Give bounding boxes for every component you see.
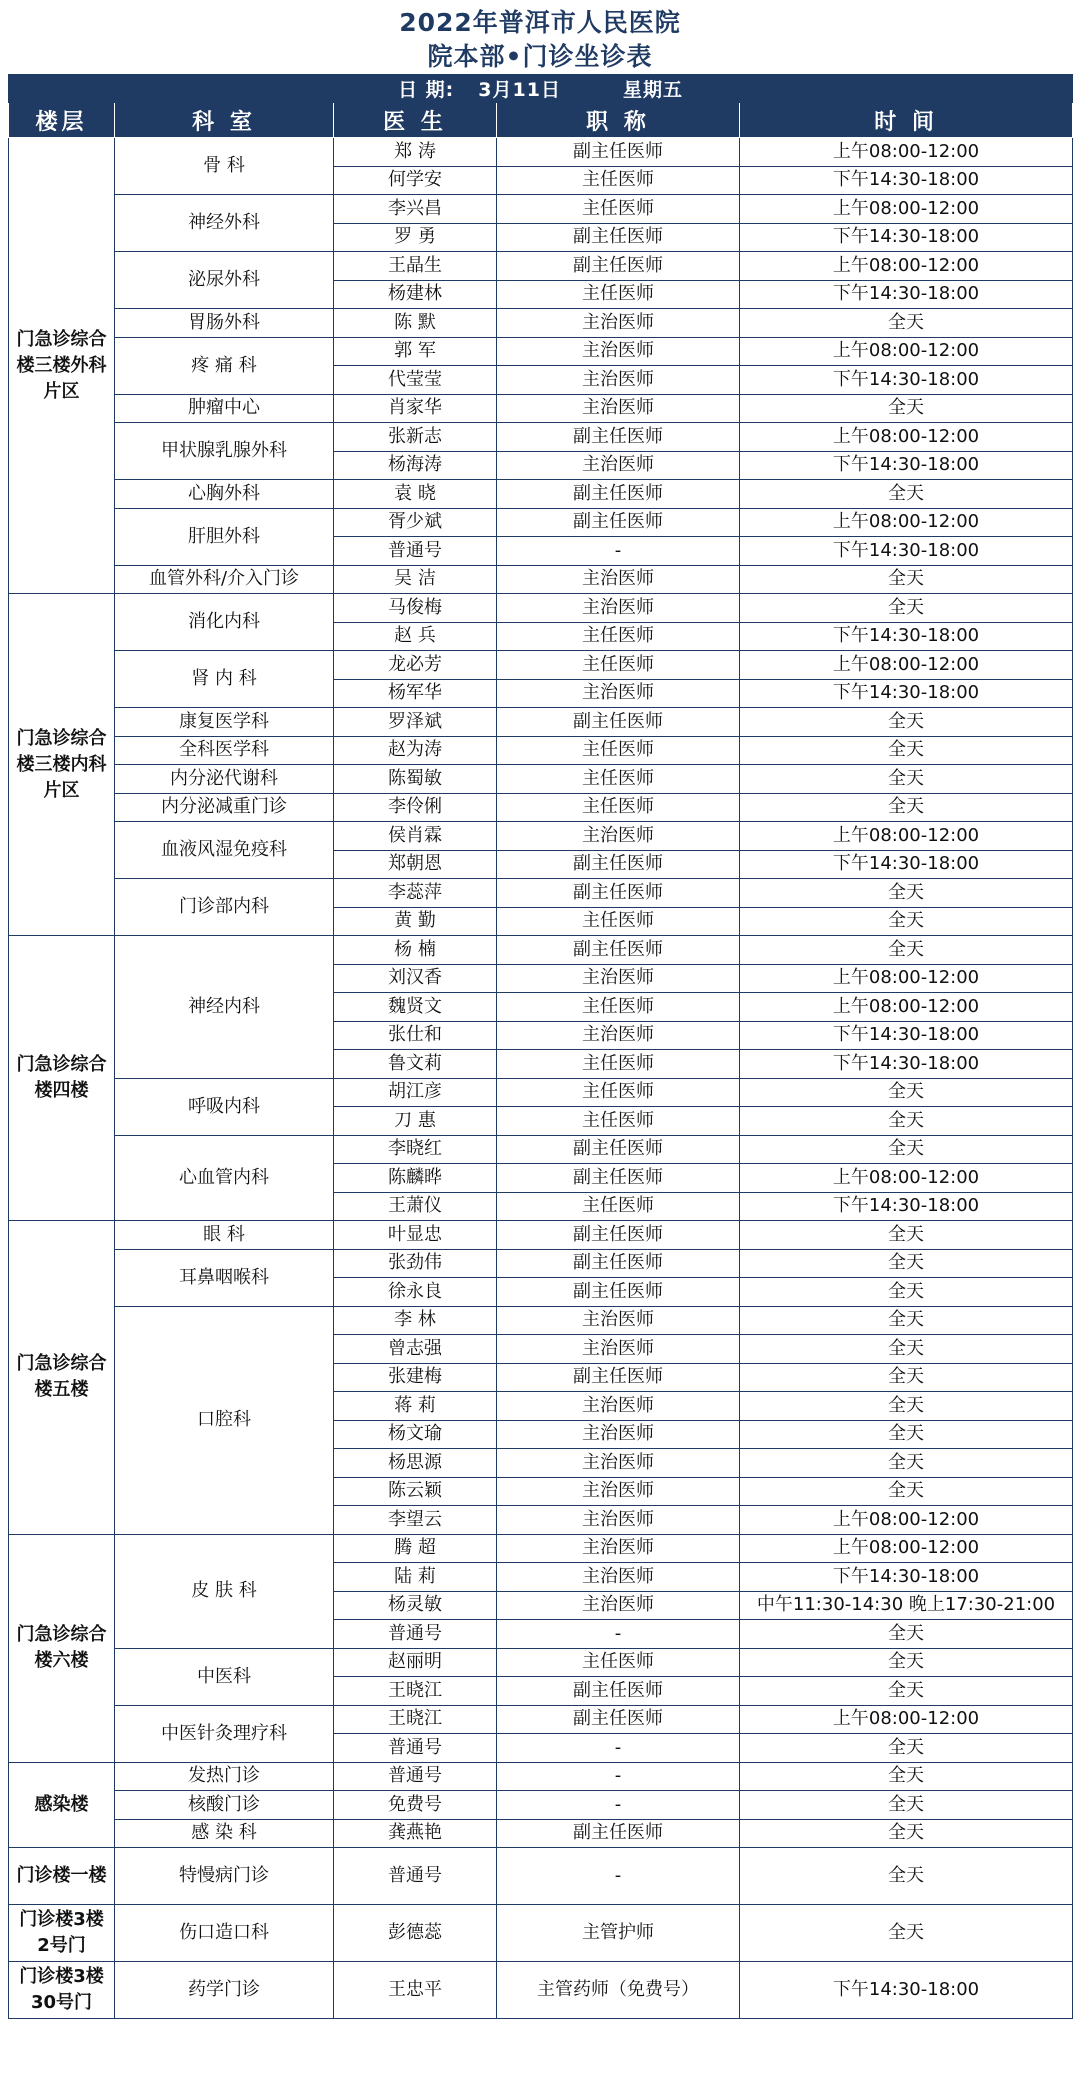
- title-cell: 主治医师: [497, 1591, 740, 1620]
- doctor-cell: 李 林: [334, 1306, 497, 1335]
- table-row: [9, 1306, 1073, 1335]
- floor-cell: [9, 1905, 115, 1962]
- doctor-cell: 杨建林: [334, 280, 497, 309]
- doctor-cell: 王萧仪: [334, 1192, 497, 1221]
- header-title: 职 称: [497, 103, 740, 138]
- title-cell: 主治医师: [497, 309, 740, 338]
- doctor-cell: 王晓江: [334, 1705, 497, 1734]
- doctor-cell: 黄 勤: [334, 907, 497, 936]
- floor-label: 感染楼: [34, 1793, 89, 1815]
- title-cell: 主治医师: [497, 1021, 740, 1050]
- table-row: [9, 1705, 1073, 1734]
- doctor-cell: 龚燕艳: [334, 1819, 497, 1848]
- department-cell: 血液风湿免疫科: [115, 822, 334, 879]
- time-cell: 全天: [740, 594, 1073, 623]
- doctor-cell: 郑朝恩: [334, 850, 497, 879]
- doctor-cell: 李蕊萍: [334, 879, 497, 908]
- time-cell: 全天: [740, 1135, 1073, 1164]
- title-cell: 主治医师: [497, 1506, 740, 1535]
- title-cell: 主管护师: [497, 1905, 740, 1962]
- doctor-cell: 吴 洁: [334, 565, 497, 594]
- table-row: [9, 765, 1073, 794]
- title-cell: 副主任医师: [497, 1677, 740, 1706]
- department-cell: 肝胆外科: [115, 508, 334, 565]
- title-cell: 主治医师: [497, 1392, 740, 1421]
- floor-label: 门急诊综合楼四楼: [16, 1054, 107, 1101]
- title-cell: 副主任医师: [497, 138, 740, 167]
- department-cell: 疼 痛 科: [115, 337, 334, 394]
- title-cell: 主任医师: [497, 765, 740, 794]
- time-cell: 全天: [740, 793, 1073, 822]
- time-cell: 上午08:00-12:00: [740, 252, 1073, 281]
- department-cell: 眼 科: [115, 1221, 334, 1250]
- title-cell: 主治医师: [497, 1449, 740, 1478]
- table-row: [9, 1762, 1073, 1791]
- department-cell: 心血管内科: [115, 1135, 334, 1221]
- department-cell: 中医针灸理疗科: [115, 1705, 334, 1762]
- time-cell: 全天: [740, 907, 1073, 936]
- time-cell: 全天: [740, 1306, 1073, 1335]
- table-row: [9, 1135, 1073, 1164]
- department-cell: 甲状腺乳腺外科: [115, 423, 334, 480]
- date-value: 3月11日: [478, 79, 561, 101]
- doctor-cell: 普通号: [334, 537, 497, 566]
- doctor-cell: 陈麟晔: [334, 1164, 497, 1193]
- table-row: [9, 1819, 1073, 1848]
- time-cell: 下午14:30-18:00: [740, 1021, 1073, 1050]
- floor-label: 门急诊综合楼三楼内科片区: [16, 727, 107, 801]
- table-row: [9, 1078, 1073, 1107]
- time-cell: 全天: [740, 309, 1073, 338]
- floor-label: 门诊楼一楼: [16, 1865, 107, 1886]
- doctor-cell: 龙必芳: [334, 651, 497, 680]
- doctor-cell: 袁 晓: [334, 480, 497, 509]
- doctor-cell: 何学安: [334, 166, 497, 195]
- doctor-cell: 赵 兵: [334, 622, 497, 651]
- title-cell: 主任医师: [497, 736, 740, 765]
- department-cell: 核酸门诊: [115, 1791, 334, 1820]
- doctor-cell: 李晓红: [334, 1135, 497, 1164]
- date-row: [9, 75, 1073, 103]
- doctor-cell: 杨 楠: [334, 936, 497, 965]
- department-cell: 口腔科: [115, 1306, 334, 1534]
- date-cell: [9, 75, 1073, 103]
- time-cell: 全天: [740, 1620, 1073, 1649]
- doctor-cell: 普通号: [334, 1848, 497, 1905]
- department-cell: 骨 科: [115, 138, 334, 195]
- title-cell: 主任医师: [497, 793, 740, 822]
- time-cell: 全天: [740, 1819, 1073, 1848]
- title-cell: 主治医师: [497, 337, 740, 366]
- title-cell: 副主任医师: [497, 1135, 740, 1164]
- time-cell: 全天: [740, 1363, 1073, 1392]
- time-cell: 全天: [740, 1278, 1073, 1307]
- title-cell: 副主任医师: [497, 1705, 740, 1734]
- department-cell: 门诊部内科: [115, 879, 334, 936]
- time-cell: 下午14:30-18:00: [740, 223, 1073, 252]
- date-label: 日 期:: [398, 79, 455, 101]
- time-cell: 上午08:00-12:00: [740, 195, 1073, 224]
- title-cell: 主任医师: [497, 1078, 740, 1107]
- table-row: [9, 394, 1073, 423]
- time-cell: 下午14:30-18:00: [740, 1962, 1073, 2019]
- title-cell: -: [497, 1762, 740, 1791]
- floor-cell: [9, 594, 115, 936]
- title-cell: 主治医师: [497, 1563, 740, 1592]
- title-cell: 副主任医师: [497, 879, 740, 908]
- title-cell: -: [497, 1734, 740, 1763]
- floor-cell: [9, 1534, 115, 1762]
- department-cell: 消化内科: [115, 594, 334, 651]
- floor-cell: [9, 1962, 115, 2019]
- doctor-cell: 腾 超: [334, 1534, 497, 1563]
- doctor-cell: 杨灵敏: [334, 1591, 497, 1620]
- title-cell: 主任医师: [497, 166, 740, 195]
- doctor-cell: 陈 默: [334, 309, 497, 338]
- table-row: [9, 423, 1073, 452]
- time-cell: 下午14:30-18:00: [740, 451, 1073, 480]
- title-cell: 主任医师: [497, 280, 740, 309]
- title-cell: 主任医师: [497, 195, 740, 224]
- doctor-cell: 郭 军: [334, 337, 497, 366]
- time-cell: 全天: [740, 1762, 1073, 1791]
- doctor-cell: 肖家华: [334, 394, 497, 423]
- header-department: 科 室: [115, 103, 334, 138]
- time-cell: 全天: [740, 936, 1073, 965]
- time-cell: 上午08:00-12:00: [740, 651, 1073, 680]
- title-cell: 主任医师: [497, 907, 740, 936]
- time-cell: 上午08:00-12:00: [740, 964, 1073, 993]
- doctor-cell: 张建梅: [334, 1363, 497, 1392]
- time-cell: 下午14:30-18:00: [740, 1192, 1073, 1221]
- table-row: [9, 337, 1073, 366]
- doctor-cell: 普通号: [334, 1620, 497, 1649]
- floor-cell: [9, 138, 115, 594]
- time-cell: 下午14:30-18:00: [740, 679, 1073, 708]
- table-row: [9, 651, 1073, 680]
- weekday: 星期五: [622, 79, 683, 101]
- floor-label: 门急诊综合楼六楼: [16, 1624, 107, 1671]
- department-cell: 中医科: [115, 1648, 334, 1705]
- title-cell: 副主任医师: [497, 508, 740, 537]
- time-cell: 下午14:30-18:00: [740, 366, 1073, 395]
- doctor-cell: 王晓江: [334, 1677, 497, 1706]
- title-cell: 主治医师: [497, 366, 740, 395]
- title-cell: 副主任医师: [497, 1249, 740, 1278]
- table-row: [9, 1905, 1073, 1962]
- title-cell: 主治医师: [497, 394, 740, 423]
- department-cell: 康复医学科: [115, 708, 334, 737]
- schedule-sheet: [8, 4, 1072, 2019]
- time-cell: 上午08:00-12:00: [740, 1506, 1073, 1535]
- doctor-cell: 普通号: [334, 1762, 497, 1791]
- table-row: [9, 1791, 1073, 1820]
- schedule-body: [9, 138, 1073, 2019]
- header-row: [9, 103, 1073, 138]
- time-cell: 全天: [740, 708, 1073, 737]
- title-cell: 主任医师: [497, 622, 740, 651]
- table-row: [9, 822, 1073, 851]
- table-row: [9, 1221, 1073, 1250]
- table-row: [9, 1962, 1073, 2019]
- doctor-cell: 张仕和: [334, 1021, 497, 1050]
- doctor-cell: 郑 涛: [334, 138, 497, 167]
- floor-cell: [9, 1848, 115, 1905]
- table-row: [9, 1249, 1073, 1278]
- header-time: 时 间: [740, 103, 1073, 138]
- department-cell: 呼吸内科: [115, 1078, 334, 1135]
- title-cell: 主管药师（免费号）: [497, 1962, 740, 2019]
- title-cell: 副主任医师: [497, 223, 740, 252]
- doctor-cell: 陈蜀敏: [334, 765, 497, 794]
- department-cell: 药学门诊: [115, 1962, 334, 2019]
- doctor-cell: 陆 莉: [334, 1563, 497, 1592]
- doctor-cell: 李兴昌: [334, 195, 497, 224]
- title-cell: 主任医师: [497, 651, 740, 680]
- title-cell: 主治医师: [497, 1477, 740, 1506]
- time-cell: 全天: [740, 1449, 1073, 1478]
- doctor-cell: 杨文瑜: [334, 1420, 497, 1449]
- time-cell: 上午08:00-12:00: [740, 423, 1073, 452]
- title-cell: 主治医师: [497, 565, 740, 594]
- department-cell: 泌尿外科: [115, 252, 334, 309]
- table-row: [9, 565, 1073, 594]
- doctor-cell: 鲁文莉: [334, 1050, 497, 1079]
- doctor-cell: 刘汉香: [334, 964, 497, 993]
- department-cell: 内分泌减重门诊: [115, 793, 334, 822]
- time-cell: 全天: [740, 1107, 1073, 1136]
- doctor-cell: 普通号: [334, 1734, 497, 1763]
- doctor-cell: 李望云: [334, 1506, 497, 1535]
- doctor-cell: 胥少斌: [334, 508, 497, 537]
- time-cell: 下午14:30-18:00: [740, 622, 1073, 651]
- doctor-cell: 赵为涛: [334, 736, 497, 765]
- time-cell: 中午11:30-14:30 晚上17:30-21:00: [740, 1591, 1073, 1620]
- time-cell: 全天: [740, 1905, 1073, 1962]
- title-cell: 主治医师: [497, 822, 740, 851]
- time-cell: 全天: [740, 1078, 1073, 1107]
- title-cell: 主任医师: [497, 993, 740, 1022]
- floor-cell: [9, 936, 115, 1221]
- floor-label: 门诊楼3楼30号门: [19, 1966, 104, 2013]
- doctor-cell: 张新志: [334, 423, 497, 452]
- table-row: [9, 793, 1073, 822]
- time-cell: 下午14:30-18:00: [740, 166, 1073, 195]
- time-cell: 全天: [740, 1420, 1073, 1449]
- table-row: [9, 480, 1073, 509]
- doctor-cell: 彭德蕊: [334, 1905, 497, 1962]
- doctor-cell: 徐永良: [334, 1278, 497, 1307]
- time-cell: 下午14:30-18:00: [740, 1050, 1073, 1079]
- title-cell: 副主任医师: [497, 1819, 740, 1848]
- department-cell: 内分泌代谢科: [115, 765, 334, 794]
- schedule-table: [8, 74, 1073, 2019]
- title-cell: 主治医师: [497, 1306, 740, 1335]
- title-cell: 主治医师: [497, 1335, 740, 1364]
- time-cell: 上午08:00-12:00: [740, 822, 1073, 851]
- title-cell: 主治医师: [497, 1534, 740, 1563]
- department-cell: 全科医学科: [115, 736, 334, 765]
- department-cell: 皮 肤 科: [115, 1534, 334, 1648]
- time-cell: 全天: [740, 565, 1073, 594]
- doctor-cell: 杨军华: [334, 679, 497, 708]
- title-cell: 副主任医师: [497, 480, 740, 509]
- doctor-cell: 胡江彦: [334, 1078, 497, 1107]
- department-cell: 感 染 科: [115, 1819, 334, 1848]
- doctor-cell: 李伶俐: [334, 793, 497, 822]
- doctor-cell: 罗泽斌: [334, 708, 497, 737]
- time-cell: 下午14:30-18:00: [740, 280, 1073, 309]
- time-cell: 全天: [740, 1791, 1073, 1820]
- title-cell: -: [497, 537, 740, 566]
- table-row: [9, 936, 1073, 965]
- time-cell: 全天: [740, 879, 1073, 908]
- title-cell: 副主任医师: [497, 850, 740, 879]
- department-cell: 伤口造口科: [115, 1905, 334, 1962]
- doctor-cell: 王晶生: [334, 252, 497, 281]
- title-cell: -: [497, 1848, 740, 1905]
- doctor-cell: 张劲伟: [334, 1249, 497, 1278]
- doctor-cell: 侯肖霖: [334, 822, 497, 851]
- time-cell: 上午08:00-12:00: [740, 508, 1073, 537]
- time-cell: 全天: [740, 480, 1073, 509]
- department-cell: 胃肠外科: [115, 309, 334, 338]
- table-row: [9, 508, 1073, 537]
- department-cell: 发热门诊: [115, 1762, 334, 1791]
- title-cell: 副主任医师: [497, 252, 740, 281]
- floor-cell: [9, 1762, 115, 1848]
- title-cell: 主任医师: [497, 1050, 740, 1079]
- doctor-cell: 叶显忠: [334, 1221, 497, 1250]
- time-cell: 全天: [740, 394, 1073, 423]
- doctor-cell: 马俊梅: [334, 594, 497, 623]
- table-row: [9, 252, 1073, 281]
- hospital-title: 2022年普洱市人民医院: [399, 8, 681, 37]
- department-cell: 肾 内 科: [115, 651, 334, 708]
- doctor-cell: 代莹莹: [334, 366, 497, 395]
- floor-cell: [9, 1221, 115, 1535]
- time-cell: 上午08:00-12:00: [740, 138, 1073, 167]
- department-cell: 肿瘤中心: [115, 394, 334, 423]
- title-cell: 主治医师: [497, 594, 740, 623]
- time-cell: 全天: [740, 1848, 1073, 1905]
- time-cell: 下午14:30-18:00: [740, 537, 1073, 566]
- doctor-cell: 曾志强: [334, 1335, 497, 1364]
- title-cell: 主治医师: [497, 1420, 740, 1449]
- department-cell: 神经外科: [115, 195, 334, 252]
- header-floor: 楼层: [9, 103, 115, 138]
- time-cell: 全天: [740, 1477, 1073, 1506]
- time-cell: 全天: [740, 1677, 1073, 1706]
- table-row: [9, 195, 1073, 224]
- title-cell: 主治医师: [497, 679, 740, 708]
- doctor-cell: 刀 惠: [334, 1107, 497, 1136]
- table-row: [9, 594, 1073, 623]
- header-doctor: 医 生: [334, 103, 497, 138]
- time-cell: 全天: [740, 765, 1073, 794]
- department-cell: 血管外科/介入门诊: [115, 565, 334, 594]
- doctor-cell: 杨海涛: [334, 451, 497, 480]
- table-row: [9, 138, 1073, 167]
- table-row: [9, 1534, 1073, 1563]
- doctor-cell: 蒋 莉: [334, 1392, 497, 1421]
- title-cell: 副主任医师: [497, 1363, 740, 1392]
- time-cell: 上午08:00-12:00: [740, 1534, 1073, 1563]
- floor-label: 门急诊综合楼五楼: [16, 1353, 107, 1401]
- table-row: [9, 708, 1073, 737]
- time-cell: 上午08:00-12:00: [740, 993, 1073, 1022]
- title-cell: 副主任医师: [497, 708, 740, 737]
- doctor-cell: 魏贤文: [334, 993, 497, 1022]
- department-cell: 心胸外科: [115, 480, 334, 509]
- title-cell: 主任医师: [497, 1107, 740, 1136]
- table-row: [9, 879, 1073, 908]
- time-cell: 下午14:30-18:00: [740, 1563, 1073, 1592]
- title-cell: -: [497, 1620, 740, 1649]
- time-cell: 上午08:00-12:00: [740, 337, 1073, 366]
- floor-label: 门急诊综合楼三楼外科片区: [16, 328, 107, 402]
- doctor-cell: 陈云颖: [334, 1477, 497, 1506]
- department-cell: 耳鼻咽喉科: [115, 1249, 334, 1306]
- time-cell: 全天: [740, 1249, 1073, 1278]
- title-cell: 主任医师: [497, 1192, 740, 1221]
- floor-label: 门诊楼3楼2号门: [19, 1909, 104, 1956]
- title-cell: 副主任医师: [497, 423, 740, 452]
- table-row: [9, 1848, 1073, 1905]
- title-cell: 主治医师: [497, 964, 740, 993]
- title-cell: 副主任医师: [497, 1164, 740, 1193]
- title-cell: -: [497, 1791, 740, 1820]
- department-cell: 特慢病门诊: [115, 1848, 334, 1905]
- time-cell: 全天: [740, 1392, 1073, 1421]
- time-cell: 下午14:30-18:00: [740, 850, 1073, 879]
- doctor-cell: 赵丽明: [334, 1648, 497, 1677]
- title-cell: 主治医师: [497, 451, 740, 480]
- table-row: [9, 1648, 1073, 1677]
- doctor-cell: 王忠平: [334, 1962, 497, 2019]
- time-cell: 上午08:00-12:00: [740, 1164, 1073, 1193]
- time-cell: 全天: [740, 736, 1073, 765]
- doctor-cell: 杨思源: [334, 1449, 497, 1478]
- time-cell: 全天: [740, 1734, 1073, 1763]
- doctor-cell: 免费号: [334, 1791, 497, 1820]
- time-cell: 全天: [740, 1648, 1073, 1677]
- title-cell: 主任医师: [497, 1648, 740, 1677]
- title-cell: 副主任医师: [497, 1221, 740, 1250]
- table-row: [9, 736, 1073, 765]
- table-row: [9, 309, 1073, 338]
- schedule-subtitle: 院本部•门诊坐诊表: [427, 42, 653, 71]
- doctor-cell: 罗 勇: [334, 223, 497, 252]
- time-cell: 全天: [740, 1221, 1073, 1250]
- title-cell: 副主任医师: [497, 1278, 740, 1307]
- time-cell: 上午08:00-12:00: [740, 1705, 1073, 1734]
- department-cell: 神经内科: [115, 936, 334, 1079]
- title-cell: 副主任医师: [497, 936, 740, 965]
- time-cell: 全天: [740, 1335, 1073, 1364]
